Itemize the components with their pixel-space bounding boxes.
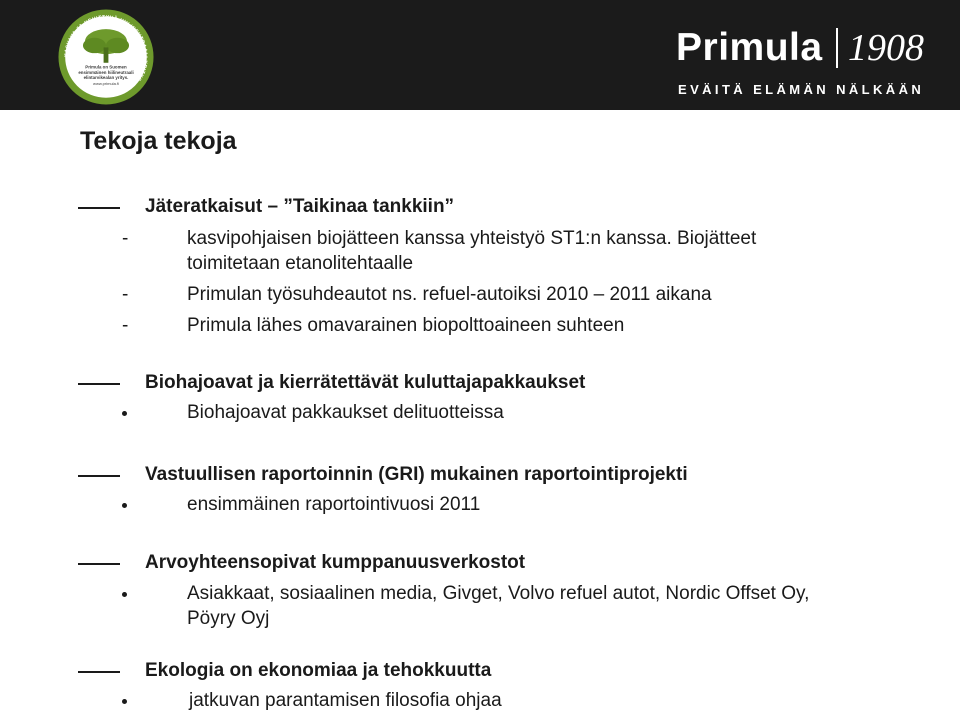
hyphen-marker: - — [122, 315, 129, 336]
section-heading: Jäteratkaisut – ”Taikinaa tankkiin” — [145, 196, 455, 217]
list-item-line: toimitetaan etanolitehtaalle — [187, 253, 414, 274]
list-item-line: Primulan työsuhdeautot ns. refuel-autoiksi 2010 – 2011 aikana — [187, 284, 712, 305]
seal-line-2: ensimmäinen hiilineutraali — [78, 69, 134, 75]
seal-line-3: elintarvikealan yritys. — [83, 75, 129, 81]
header-bar — [0, 0, 960, 110]
brand-year: 1908 — [848, 27, 924, 69]
brand-tagline: EVÄITÄ ELÄMÄN NÄLKÄÄN — [678, 82, 925, 97]
slide-title: Tekoja tekoja — [80, 127, 237, 155]
section-heading: Vastuullisen raportoinnin (GRI) mukainen raportointiprojekti — [145, 464, 688, 485]
section-heading: Biohajoavat ja kierrätettävät kuluttajapakkaukset — [145, 372, 586, 393]
seal-line-1: Primula on Suomen — [85, 64, 127, 70]
seal-line-4: www.primula.fi — [93, 80, 119, 86]
primula-logo — [676, 24, 946, 104]
brand-name: Primula — [676, 26, 823, 69]
list-item-line: Biohajoavat pakkaukset delituotteissa — [187, 402, 504, 423]
seal-ring-text: KASVAVA JA KEHITTYVÄ HIILINEUTRAALI YRITYS — [63, 14, 149, 83]
list-item-line: Primula lähes omavarainen biopolttoaineen suhteen — [187, 315, 625, 336]
section-heading: Arvoyhteensopivat kumppanuusverkostot — [145, 552, 526, 573]
hyphen-marker: - — [122, 284, 129, 305]
list-item-line: kasvipohjaisen biojätteen kanssa yhteistyö ST1:n kanssa. Biojätteet — [187, 228, 757, 249]
carbon-neutral-seal — [58, 9, 154, 105]
list-item-line: jatkuvan parantamisen filosofia ohjaa — [189, 690, 502, 711]
list-item-line: Asiakkaat, sosiaalinen media, Givget, Volvo refuel autot, Nordic Offset Oy, — [187, 583, 810, 604]
list-item-line: ensimmäinen raportointivuosi 2011 — [187, 494, 481, 515]
brand-separator — [836, 28, 838, 68]
section-heading: Ekologia on ekonomiaa ja tehokkuutta — [145, 660, 492, 681]
list-item-line: Pöyry Oyj — [187, 608, 270, 629]
hyphen-marker: - — [122, 228, 129, 249]
